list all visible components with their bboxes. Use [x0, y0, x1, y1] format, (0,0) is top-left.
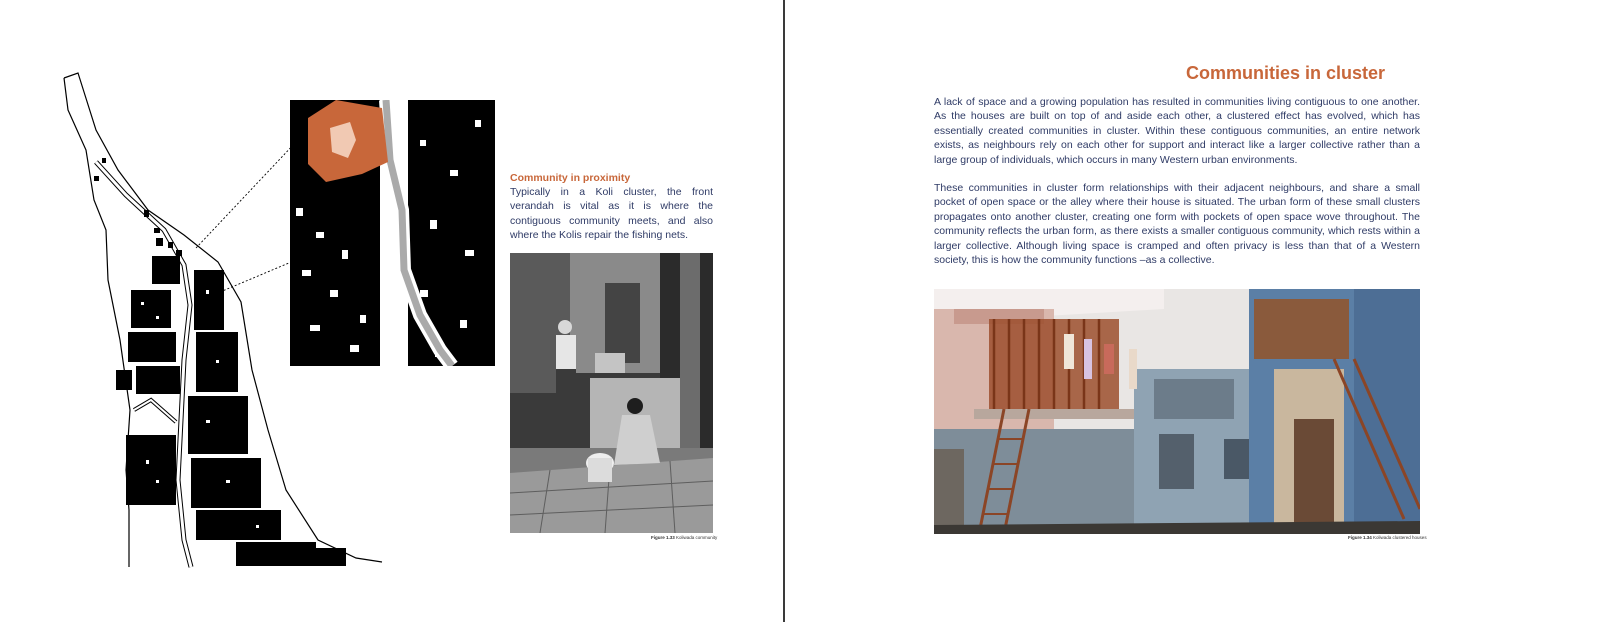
figure-caption-left — [651, 535, 717, 540]
sidebar-body: Typically in a Koli cluster, the front verandah is vital as it is where the contiguous community meets, and also where the Kolis repair the fishing nets. — [510, 186, 713, 241]
sidebar-text — [510, 172, 713, 242]
inset-map — [290, 100, 495, 366]
spread-divider — [783, 0, 785, 622]
figure-number-left: Figure 1.33 — [651, 535, 675, 540]
main-road-inner — [96, 162, 191, 567]
figure-text-left: Koliwada community — [676, 535, 718, 540]
figure-number-right: Figure 1.34 — [1348, 535, 1372, 540]
sidebar-heading: Community in proximity — [510, 172, 631, 184]
body-paragraph-2: These communities in cluster form relationships with their adjacent neighbours, and share a small pocket of open space or the alley where their house is situated. The urban form of these small clusters propagates onto another cluster, creating one form with pockets of open space wove throughout. The community reflects the urban form, as there exists a smaller contiguous community, which rests within a larger collective. Although living space is cramped and often privacy is less than that of a Western society, this is how the community functions –as a collective. — [934, 182, 1420, 267]
body-paragraph-1: A lack of space and a growing population has resulted in communities living contiguous to one another. As the houses are built on top of and aside each other, a clustered effect has evolved, which has essentially created communities in cluster. Within these contiguous communities, an entire network exists, as neighbours rely on each other for support and interact like a larger collective rather than a large group of individuals, which occurs in many Western urban environments. — [934, 96, 1420, 166]
main-road — [96, 162, 191, 567]
shoreline-outline-west — [64, 78, 130, 567]
inset-leader-lines — [180, 100, 300, 300]
page-title: Communities in cluster — [1185, 63, 1385, 83]
figure-text-right: Koliwada clustered houses — [1373, 535, 1427, 540]
photo-community-verandah — [510, 253, 713, 533]
figure-caption-right — [1348, 535, 1427, 540]
photo-clustered-houses — [934, 289, 1420, 534]
